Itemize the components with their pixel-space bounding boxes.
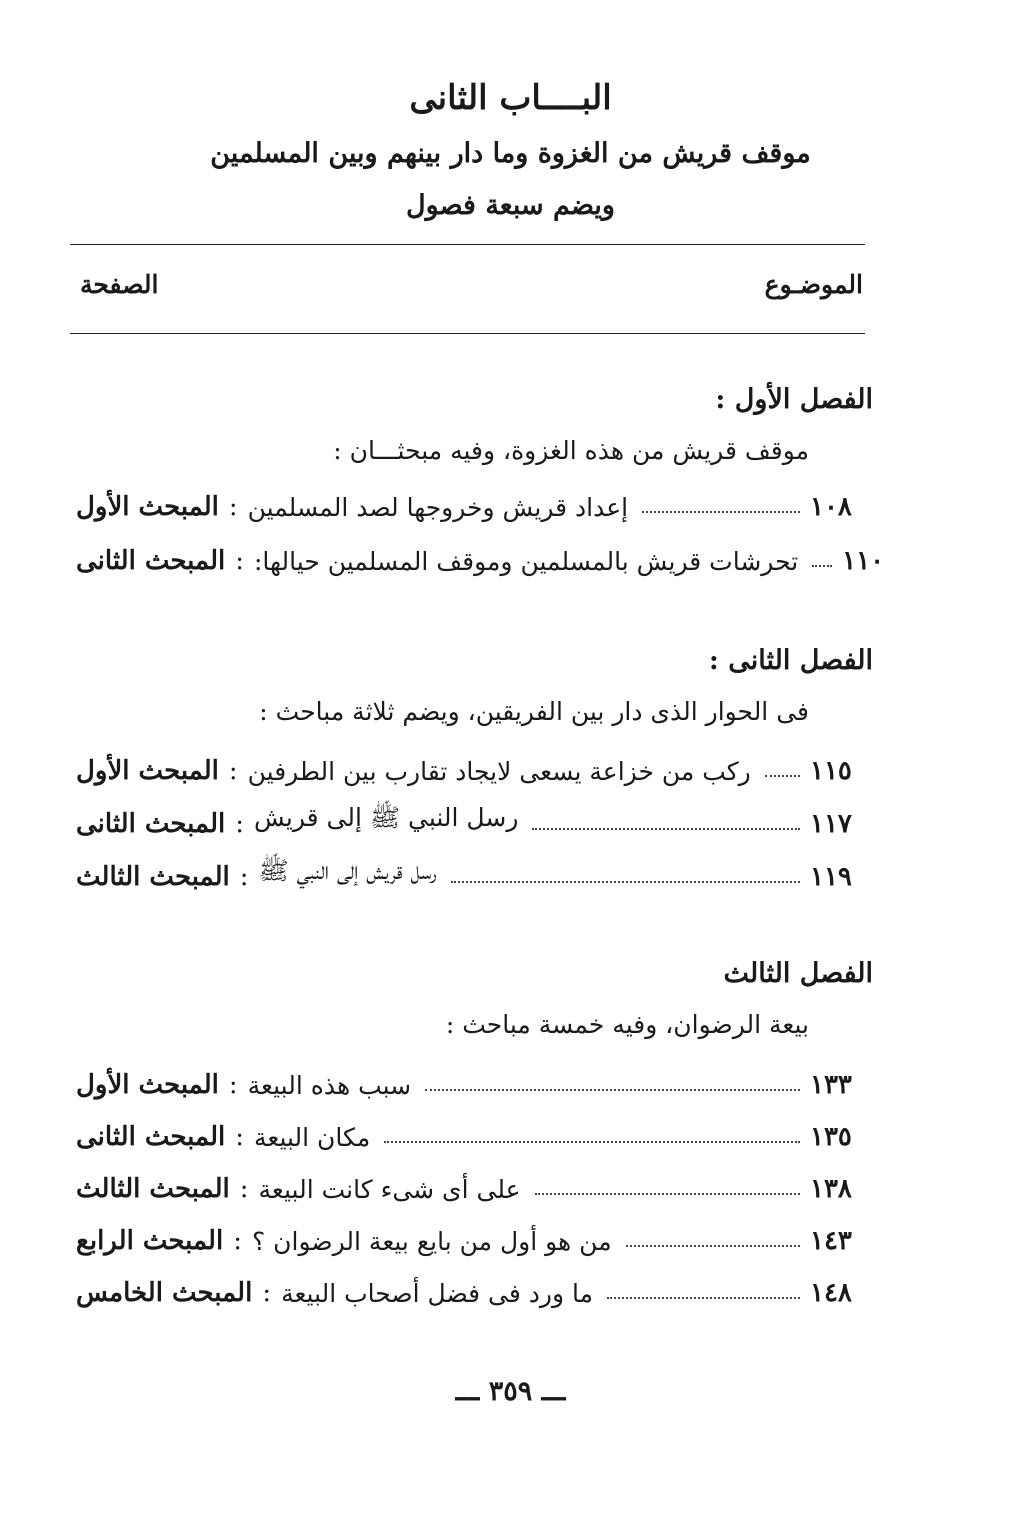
page-number: ١٣٥ <box>810 1122 852 1152</box>
folio-page-number: ـــ ٣٥٩ ـــ <box>455 1376 566 1407</box>
page-number: ١٣٨ <box>810 1174 852 1204</box>
section-label: المبحث الرابع <box>76 1226 224 1256</box>
chapter-intro: موقف قريش من هذه الغزوة، وفيه مبحثـــان : <box>333 436 809 465</box>
separator: : <box>228 756 238 786</box>
separator: : <box>239 1174 249 1204</box>
page-number: ١١٠ <box>842 546 885 576</box>
toc-entry[interactable] <box>76 1264 872 1308</box>
section-title: ما ورد فى فضل أصحاب البيعة <box>281 1279 594 1308</box>
chapter-title: الفصل الثانى : <box>708 645 873 676</box>
section-label: المبحث الأول <box>76 756 219 786</box>
toc-entry[interactable] <box>76 1056 872 1100</box>
dot-leader <box>812 565 832 567</box>
section-label: المبحث الثانى <box>76 546 226 576</box>
chapter-intro: فى الحوار الذى دار بين الفريقين، ويضم ثلاثة مباحث : <box>259 697 809 726</box>
page-number: ١٤٣ <box>810 1226 852 1256</box>
separator: : <box>235 809 244 839</box>
dot-leader <box>765 775 800 777</box>
toc-entry[interactable] <box>76 742 872 786</box>
dot-leader <box>532 828 800 830</box>
separator: : <box>228 492 238 522</box>
section-label: المبحث الثالث <box>76 1174 230 1204</box>
header-rule-top <box>70 244 865 245</box>
toc-entry[interactable] <box>76 478 872 522</box>
section-title: على أى شىء كانت البيعة <box>258 1175 521 1204</box>
section-label: المبحث الأول <box>76 1070 219 1100</box>
section-title: تحرشات قريش بالمسلمين وموقف المسلمين حيالها: <box>253 547 799 576</box>
section-label: المبحث الثانى <box>76 809 226 839</box>
part-title: البــــاب الثانى <box>409 78 612 118</box>
dot-leader <box>535 1193 800 1195</box>
header-rule-bottom <box>70 333 865 334</box>
section-title: رسل قريش إلى النبي ﷺ <box>258 856 437 885</box>
chapter-intro: بيعة الرضوان، وفيه خمسة مباحث : <box>445 1010 809 1039</box>
section-label: المبحث الثالث <box>76 862 230 892</box>
section-title: ركب من خزاعة يسعى لايجاد تقارب بين الطرفين <box>247 757 751 786</box>
page-number: ١١٧ <box>810 809 852 839</box>
dot-leader <box>451 881 800 883</box>
toc-entry[interactable] <box>76 1160 872 1204</box>
part-note: ويضم سبعة فصول <box>406 190 615 221</box>
toc-entry[interactable] <box>76 795 872 839</box>
dot-leader <box>626 1245 800 1247</box>
section-title: مكان البيعة <box>253 1123 371 1152</box>
dot-leader <box>607 1297 800 1299</box>
section-label: المبحث الثانى <box>76 1122 226 1152</box>
column-header-page: الصفحة <box>80 270 159 299</box>
dot-leader <box>642 511 800 513</box>
toc-entry[interactable] <box>76 1108 872 1152</box>
section-title: رسل النبي ﷺ إلى قريش <box>253 803 519 832</box>
section-title: إعداد قريش وخروجها لصد المسلمين <box>247 493 629 522</box>
separator: : <box>233 1226 242 1256</box>
section-title: سبب هذه البيعة <box>247 1071 412 1100</box>
toc-entry[interactable] <box>76 848 872 892</box>
section-label: المبحث الخامس <box>76 1278 253 1308</box>
page-number: ١٠٨ <box>810 492 852 522</box>
separator: : <box>239 862 249 892</box>
chapter-title: الفصل الأول : <box>715 384 873 415</box>
separator: : <box>228 1070 238 1100</box>
part-subtitle: موقف قريش من الغزوة وما دار بينهم وبين المسلمين <box>210 138 811 169</box>
dot-leader <box>425 1089 800 1091</box>
separator: : <box>235 546 244 576</box>
section-label: المبحث الأول <box>76 492 219 522</box>
page-number: ١١٥ <box>810 756 852 786</box>
page-number: ١١٩ <box>810 862 852 892</box>
page-number: ١٣٣ <box>810 1070 852 1100</box>
separator: : <box>235 1122 244 1152</box>
column-header-subject: الموضـوع <box>764 270 863 299</box>
chapter-title: الفصل الثالث <box>723 958 873 989</box>
dot-leader <box>384 1141 800 1143</box>
separator: : <box>262 1278 272 1308</box>
toc-entry[interactable] <box>76 532 885 576</box>
section-title: من هو أول من بايع بيعة الرضوان ؟ <box>251 1227 612 1256</box>
toc-entry[interactable] <box>76 1212 872 1256</box>
page-number: ١٤٨ <box>810 1278 852 1308</box>
